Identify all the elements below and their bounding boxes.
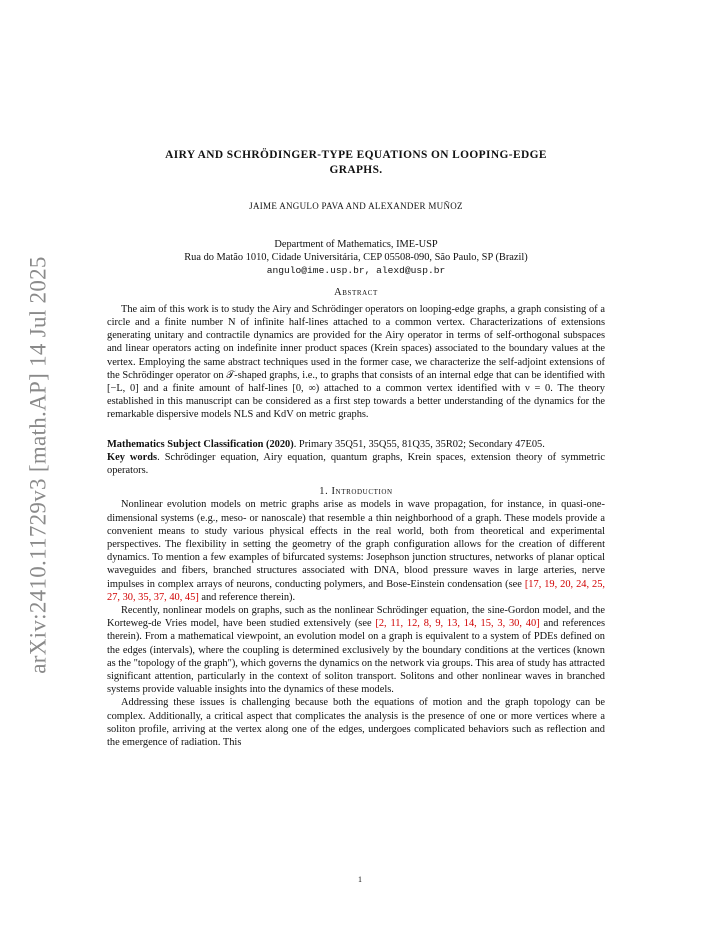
affiliation-address: Rua do Matão 1010, Cidade Universitária, CEP 05508-090, São Paulo, SP (Brazil) [184,252,528,263]
paper-title: AIRY AND SCHRÖDINGER-TYPE EQUATIONS ON LOOPING-EDGE GRAPHS. [165,149,547,176]
intro-paragraph-3: Addressing these issues is challenging because both the equations of motion and the graph topology can be complex. Additionally, a critical aspect that complicates the analysis is the presence of one or more vertices where a soliton profile, arriving at the vertex along one of the edges, undergoes complicated behaviors such as reflection and the emergence of radiation. This [107,697,605,749]
intro-paragraph-2 [107,604,605,696]
affiliation-block [107,239,605,277]
intro-paragraph-1-end: and reference therein). [198,591,296,603]
keywords-line [107,451,605,477]
keywords-label: Key words [107,451,158,463]
keywords-text: . Schrödinger equation, Airy equation, quantum graphs, Krein spaces, extension theory of symmetric operators. [107,451,605,477]
intro-paragraph-2-end: and references therein). From a mathematical viewpoint, an evolution model on a graph is equivalent to a system of PDEs defined on the edges (intervals), where the coupling is determined exclusively by the boundary conditions at the vertices (known as the "topology of the graph"), which governs the dynamics on the network via groups. This area of study has attracted significant attention, particularly in the context of soliton transport. Solitons and other nonlinear waves in branched systems provide valuable insights into the dynamics of these models. [107,618,605,696]
arxiv-identifier: arXiv:2410.11729v3 [math.AP] 14 Jul 2025 [26,256,52,674]
arxiv-sidebar-stamp [22,250,56,680]
page-number: 1 [358,875,362,884]
msc-line [107,438,605,451]
intro-paragraph-2-citations[interactable]: [2, 11, 12, 8, 9, 13, 14, 15, 3, 30, 40] [375,618,540,630]
intro-paragraph-1-text: Nonlinear evolution models on metric graphs arise as models in wave propagation, for instance, in quasi-one-dimensional systems (e.g., meso- or nanoscale) that resemble a thin neighborhood of a graph. These models provide a convenient means to study various physical effects in the real world, both from theoretical and experimental perspectives. The flexibility in setting the geometry of the graph configuration allows for the creation of different dynamics. To mention a few examples of bifurcated systems: Josephson junction structures, networks of planar optical waveguides and fibers, branched structures associated with DNA, blood pressure waves in large arteries, nerve impulses in complex arrays of neurons, conducting polymers, and Bose-Einstein condensation (see [107,499,605,590]
abstract-text: The aim of this work is to study the Airy and Schrödinger operators on looping-edge graphs, a graph consisting of a circle and a finite number N of infinite half-lines attached to a common vertex. Characterizations of extensions generating unitary and contractile dynamics are provided for the Airy operator in terms of self-orthogonal subspaces and linear operators acting on indefinite inner product spaces (Krein spaces) associated to the boundary values at the vertex. Employing the same abstract techniques used in the former case, we characterize the self-adjoint extensions of the Schrödinger operator on 𝒯-shaped graphs, i.e., to graphs that consists of an internal edge that can be identified with [−L, 0] and a finite amount of half-lines [0, ∞) attached to a common vertex identified with ν = 0. The theory established in this manuscript can be considered as a first step towards a better understanding of the dynamics for the remarkable dispersive models NLS and KdV on metric graphs. [107,303,605,421]
intro-paragraph-2-text: Recently, nonlinear models on graphs, such as the nonlinear Schrödinger equation, the sine-Gordon model, and the Korteweg-de Vries model, have been studied extensively (see [107,605,605,630]
intro-paragraph-1-citations[interactable]: [17, 19, 20, 24, 25, 27, 30, 35, 37, 40, 45] [107,578,605,603]
affiliation-department: Department of Mathematics, IME-USP [274,239,438,251]
abstract-heading: Abstract [334,286,378,298]
section-heading-introduction: 1. Introduction [319,486,393,498]
msc-label: Mathematics Subject Classification (2020) [107,438,294,450]
intro-paragraph-1 [107,498,605,604]
msc-text: . Primary 35Q51, 35Q55, 81Q35, 35R02; Secondary 47E05. [293,438,545,450]
affiliation-emails: angulo@ime.usp.br, alexd@usp.br [266,264,446,276]
paper-page [107,148,605,749]
paper-authors: JAIME ANGULO PAVA AND ALEXANDER MUÑOZ [249,201,463,211]
